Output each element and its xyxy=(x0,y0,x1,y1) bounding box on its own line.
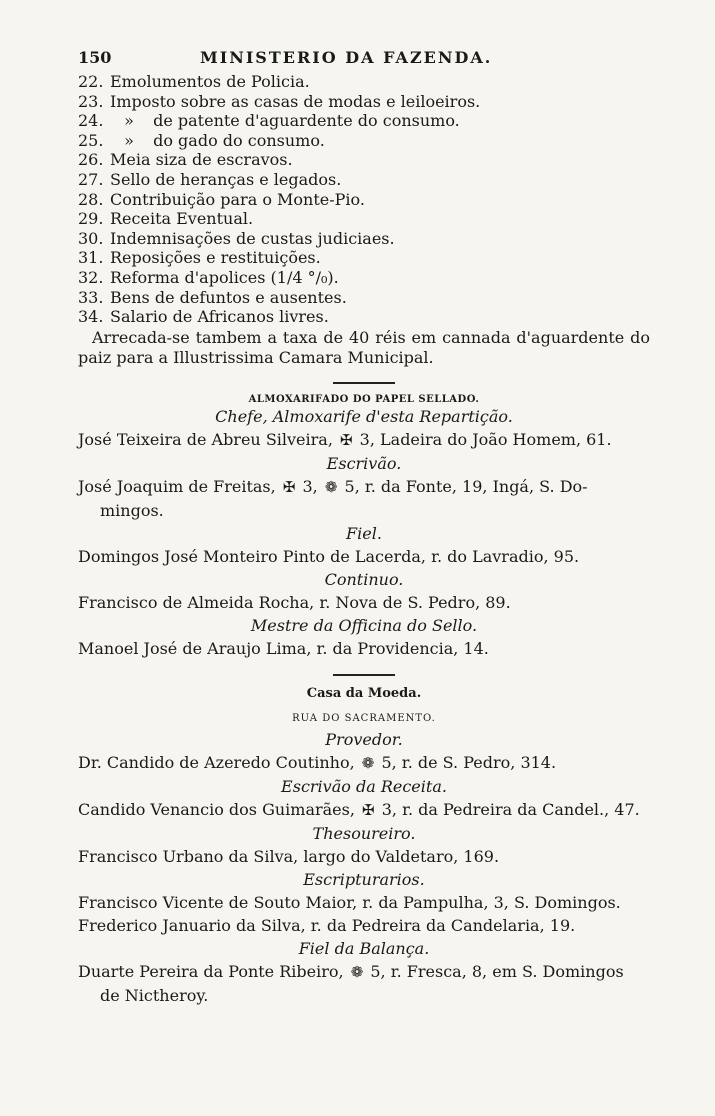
entry-escripturario: Francisco Vicente de Souto Maior, r. da Pampulha, 3, S. Domingos. xyxy=(78,892,621,912)
role-escrivao: Escrivão. xyxy=(326,453,402,473)
role-continuo: Continuo. xyxy=(324,569,404,589)
page-number: 150 xyxy=(78,48,112,67)
role-chefe: Chefe, Almoxarife d'esta Repartição. xyxy=(215,406,513,426)
entry-provedor: Dr. Candido de Azeredo Coutinho, ❁ 5, r. de S. Pedro, 314. xyxy=(78,751,650,775)
entry-chefe: José Teixeira de Abreu Silveira, ✠ 3, Ladeira do João Homem, 61. xyxy=(78,428,650,452)
order-cross-icon: ✠ xyxy=(282,477,296,496)
entry-escripturario: Frederico Januario da Silva, r. da Pedreira da Candelaria, 19. xyxy=(78,915,576,935)
document-page xyxy=(78,48,650,1007)
role-fiel-balanca: Fiel da Balança. xyxy=(298,938,430,958)
role-escrivao-receita: Escrivão da Receita. xyxy=(281,776,447,796)
list-item: 28. Contribuição para o Monte-Pio. xyxy=(78,189,365,209)
list-item: 33. Bens de defuntos e ausentes. xyxy=(78,287,347,307)
order-rose-icon: ❁ xyxy=(324,477,338,496)
order-rose-icon: ❁ xyxy=(350,962,364,981)
list-item: 31. Reposições e restituições. xyxy=(78,248,321,268)
divider xyxy=(333,382,395,384)
divider xyxy=(333,674,395,676)
entry-escrivao-receita: Candido Venancio dos Guimarães, ✠ 3, r. da Pedreira da Candel., 47. xyxy=(78,798,650,822)
list-item: 26. Meia siza de escravos. xyxy=(78,150,293,170)
running-head xyxy=(78,48,650,70)
entry-fiel: Domingos José Monteiro Pinto de Lacerda, r. do Lavradio, 95. xyxy=(78,546,580,566)
order-cross-icon: ✠ xyxy=(340,430,353,449)
list-item: 23. Imposto sobre as casas de modas e leiloeiros. xyxy=(78,91,481,111)
entry-escrivao: José Joaquim de Freitas, ✠ 3, ❁ 5, r. da Fonte, 19, Ingá, S. Do- xyxy=(78,475,650,499)
order-rose-icon: ❁ xyxy=(361,753,375,772)
entry-escrivao-cont: mingos. xyxy=(100,500,164,520)
order-cross-icon: ✠ xyxy=(362,800,375,819)
entry-mestre: Manoel José de Araujo Lima, r. da Providencia, 14. xyxy=(78,638,489,658)
street-heading: RUA DO SACRAMENTO. xyxy=(292,712,436,724)
role-mestre: Mestre da Officina do Sello. xyxy=(250,615,478,635)
role-fiel: Fiel. xyxy=(346,523,382,543)
section-heading-almoxarifado: ALMOXARIFADO DO PAPEL SELLADO. xyxy=(248,393,480,405)
list-item: 32. Reforma d'apolices (1/4 °/₀). xyxy=(78,267,339,287)
section-heading-casa-moeda: Casa da Moeda. xyxy=(306,685,422,701)
list-item: 25. » do gado do consumo. xyxy=(78,130,325,150)
list-item: 22. Emolumentos de Policia. xyxy=(78,72,310,91)
entry-fiel-balanca-cont: de Nictheroy. xyxy=(100,985,209,1005)
entry-thesoureiro: Francisco Urbano da Silva, largo do Valdetaro, 169. xyxy=(78,846,500,866)
list-item: 27. Sello de heranças e legados. xyxy=(78,169,342,189)
entry-continuo: Francisco de Almeida Rocha, r. Nova de S. Pedro, 89. xyxy=(78,592,511,612)
running-title: MINISTERIO DA FAZENDA. xyxy=(200,48,493,67)
list-item: 30. Indemnisações de custas judiciaes. xyxy=(78,228,395,248)
list-item: 29. Receita Eventual. xyxy=(78,209,254,229)
list-item: 34. Salario de Africanos livres. xyxy=(78,307,329,327)
tax-note: Arrecada-se tambem a taxa de 40 réis em cannada d'aguardente do paiz para a Illustrissima Camara Municipal. xyxy=(78,327,650,367)
role-provedor: Provedor. xyxy=(325,729,403,749)
revenue-items-list xyxy=(78,72,650,327)
entry-fiel-balanca: Duarte Pereira da Ponte Ribeiro, ❁ 5, r. Fresca, 8, em S. Domingos xyxy=(78,960,650,984)
role-thesoureiro: Thesoureiro. xyxy=(312,823,416,843)
role-escripturarios: Escripturarios. xyxy=(303,869,425,889)
list-item: 24. » de patente d'aguardente do consumo. xyxy=(78,111,460,131)
